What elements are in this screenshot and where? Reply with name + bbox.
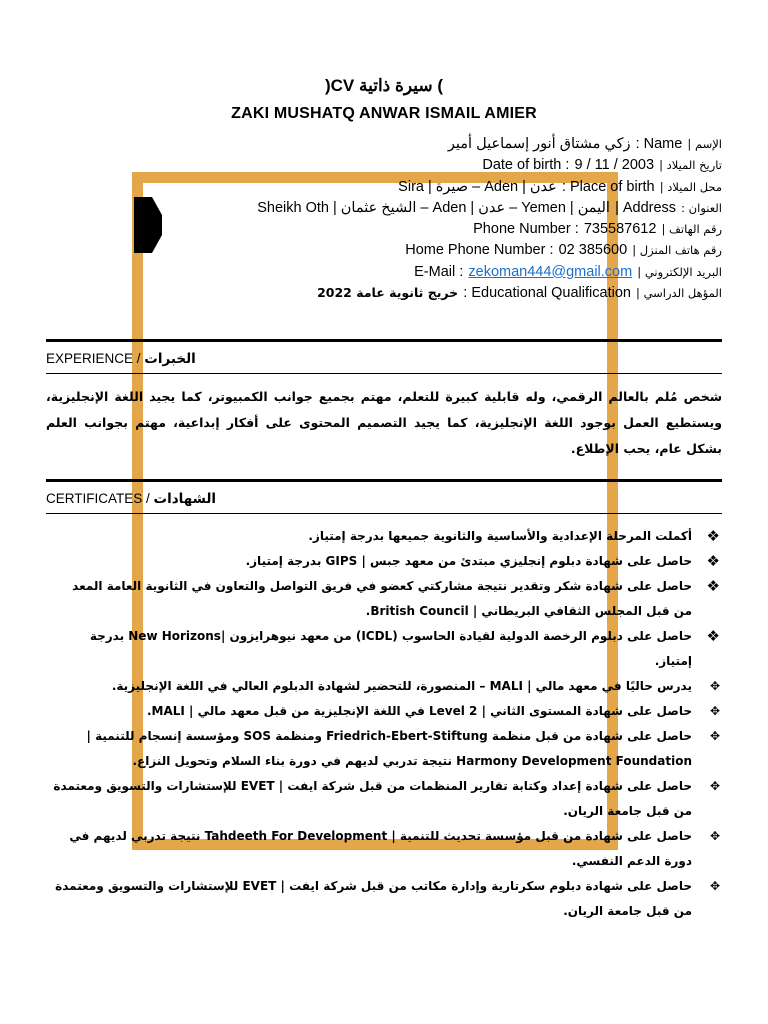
info-ar-label: رقم هاتف المنزل | [632, 243, 722, 258]
cross-bullet-icon: ✥ [709, 779, 720, 793]
info-row-email [42, 260, 722, 281]
diamond-bullet-icon: ❖ [706, 627, 720, 645]
cross-bullet-icon: ✥ [709, 829, 720, 843]
certificates-list [52, 524, 722, 924]
cross-bullet-icon: ✥ [709, 729, 720, 743]
cross-bullet-icon: ✥ [709, 879, 720, 893]
info-ar-label: الإسم | [687, 137, 722, 151]
cross-bullet-icon: ✥ [709, 704, 720, 718]
cross-bullet-icon: ✥ [709, 679, 720, 693]
info-ar-label: العنوان : [681, 200, 722, 215]
list-item: ❖ حاصل على شهادة شكر وتقدير نتيجة مشاركتي كعضو في فريق التواصل والتعاون في الثانوية العامة المعد من قبل المجلس الثقافي البريطاني | British Council. [52, 574, 722, 624]
info-en-label: Name : [635, 136, 683, 152]
email-link[interactable]: zekoman444@gmail.com [468, 263, 633, 280]
experience-heading-ar: الخبرات [144, 351, 196, 367]
info-value: 02 385600 [558, 242, 628, 259]
certificates-heading-en: CERTIFICATES / [46, 491, 154, 506]
list-item: ❖ حاصل على شهادة دبلوم إنجليزي مبتدئ من معهد جبس | GIPS بدرجة إمتياز. [52, 549, 722, 574]
document-title: )CV سيرة ذاتية ( [324, 76, 444, 95]
experience-heading [46, 351, 722, 373]
info-en-label: Address | [615, 199, 677, 216]
certificates-heading-ar: الشهادات [153, 491, 217, 507]
experience-heading-en: EXPERIENCE / [46, 351, 145, 366]
info-en-label: Date of birth : [482, 157, 570, 174]
info-en-label: Home Phone Number : [405, 242, 554, 259]
info-ar-label: رقم الهاتف | [661, 222, 722, 237]
info-value: خريج ثانوية عامة 2022 [317, 285, 459, 301]
section-underline [46, 513, 722, 514]
info-ar-label: البريد الإلكتروني | [637, 264, 722, 279]
diamond-bullet-icon: ❖ [706, 552, 720, 570]
info-en-label: Place of birth : [561, 178, 655, 195]
info-value: اليمن | Yemen – عدن | Aden – الشيخ عثمان | Sheikh Oth [257, 199, 610, 216]
list-item: ❖ حاصل على دبلوم الرخصة الدولية لقيادة الحاسوب (ICDL) من معهد نيوهرايزون |New Horizons بدرجة إمتياز. [52, 624, 722, 674]
info-value: عدن | Aden – صيرة | Sira [398, 178, 557, 195]
info-en-label: E-Mail : [414, 263, 464, 280]
info-value: زكي مشتاق أنور إسماعيل أمير [447, 136, 631, 152]
info-ar-label: المؤهل الدراسي | [636, 286, 722, 301]
info-ar-label: محل الميلاد | [659, 179, 722, 194]
info-row-birth-place [42, 175, 722, 196]
section-underline [46, 373, 722, 374]
diamond-bullet-icon: ❖ [706, 577, 720, 595]
list-item: ✥ حاصل على شهادة دبلوم سكرتارية وإدارة مكاتب من قبل شركة ايفت | EVET للإستشارات والتسويق ومعتمدة من قبل جامعة الريان. [52, 874, 722, 924]
info-value: 735587612 [583, 221, 657, 238]
full-name: ZAKI MUSHATQ ANWAR ISMAIL AMIER [231, 105, 537, 122]
list-item: ✥ يدرس حاليًا في معهد مالي | MALI – المنصورة، للتحضير لشهادة الدبلوم العالي في اللغة الإنجليزية. [52, 674, 722, 699]
info-en-label: Phone Number : [473, 221, 579, 238]
experience-text: شخص مُلم بالعالم الرقمي، وله قابلية كبيرة للتعلم، مهتم بجميع جوانب الكمبيوتر، كما يجيد اللغة الإنجليزية، ويستطيع العمل بوجود اللغة الإنجليزية، كما يجيد التصميم المحتوى على أفكار إبداعية، مهتم بجوانب العلم بشكل عام، يحب الإطلاع. [46, 389, 722, 456]
info-ar-label: تاريخ الميلاد | [659, 158, 722, 173]
list-item: ✥ حاصل على شهادة من قبل مؤسسة تحديث للتنمية | Tahdeeth For Development نتيجة تدربي لديهم في دورة الدعم النفسي. [52, 824, 722, 874]
certificates-heading [46, 491, 722, 513]
info-en-label: Educational Qualification : [463, 285, 631, 302]
info-row-birth-date [42, 153, 722, 174]
diamond-bullet-icon: ❖ [706, 527, 720, 545]
list-item: ✥ حاصل على شهادة من قبل منظمة Friedrich-Ebert-Stiftung ومنظمة SOS ومؤسسة إنسجام للتنمية | Harmony Development Foundation نتيجة تدربي لديهم في دورة بناء السلام وتحويل النزاع. [52, 724, 722, 774]
list-item: ❖ أكملت المرحلة الإعدادية والأساسية والثانوية جميعها بدرجة إمتياز. [52, 524, 722, 549]
list-item: ✥ حاصل على شهادة المستوى الثاني | Level 2 في اللغة الإنجليزية من قبل معهد مالي | MALI. [52, 699, 722, 724]
info-value: 9 / 11 / 2003 [574, 157, 655, 174]
section-divider [46, 479, 722, 482]
info-row-education [42, 281, 722, 302]
info-row-name [42, 132, 722, 153]
arrow-marker-icon [134, 197, 162, 253]
section-divider [46, 339, 722, 342]
list-item: ✥ حاصل على شهادة إعداد وكتابة تقارير المنظمات من قبل شركة ايفت | EVET للإستشارات والتسويق ومعتمدة من قبل جامعة الريان. [52, 774, 722, 824]
